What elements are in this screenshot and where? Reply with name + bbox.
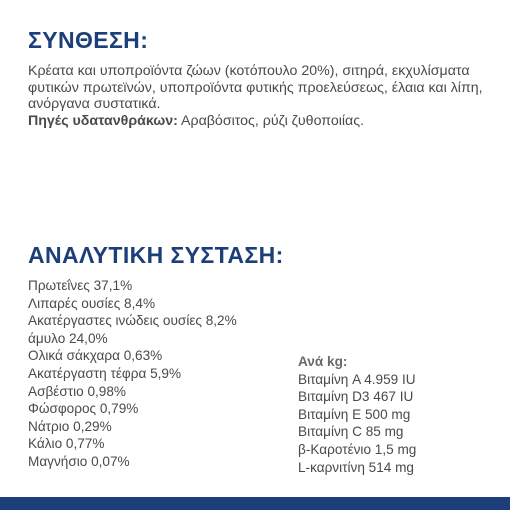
ingredients-text: Κρέατα και υποπροϊόντα ζώων (κοτόπουλο 20%), σιτηρά, εκχυλίσματα φυτικών πρωτεϊνών, υποπροϊόντα φυτικής προελεύσεως, έλαια και λίπη, ανόργανα συστατικά.: [28, 63, 483, 113]
nutrient-item: Πρωτεΐνες 37,1%: [28, 278, 133, 293]
nutrient-item: Ακατέργαστες ινώδεις ουσίες 8,2%: [28, 313, 237, 329]
nutrient-item: Νάτριο 0,29%: [28, 418, 112, 434]
bottom-brand-band: [0, 497, 510, 510]
composition-text: [28, 63, 498, 129]
vitamin-item: Βιταμίνη D3 467 IU: [298, 389, 414, 405]
vitamin-item: L-καρνιτίνη 514 mg: [298, 459, 414, 475]
nutrient-item: Ολικά σάκχαρα 0,63%: [28, 348, 163, 364]
nutrient-item: Κάλιο 0,77%: [28, 436, 105, 452]
nutrient-item: Φώσφορος 0,79%: [28, 401, 139, 417]
carbs-label: Πηγές υδατανθράκων:: [28, 112, 178, 129]
carbs-value: Αραβόσιτος, ρύζι ζυθοποιίας.: [177, 112, 365, 129]
nutrient-item: Λιπαρές ουσίες 8,4%: [28, 295, 156, 311]
nutrient-item: Ασβέστιο 0,98%: [28, 383, 126, 399]
analytical-heading: ΑΝΑΛΥΤΙΚΗ ΣΥΣΤΑΣΗ:: [28, 242, 284, 268]
vitamin-item: Βιταμίνη A 4.959 IU: [298, 371, 416, 387]
vitamin-item: Βιταμίνη E 500 mg: [298, 406, 411, 422]
nutrient-item: άμυλο 24,0%: [28, 330, 108, 346]
composition-heading: ΣΥΝΘΕΣΗ:: [28, 27, 149, 53]
vitamin-item: β-Καροτένιο 1,5 mg: [298, 441, 417, 457]
nutrient-item: Ακατέργαστη τέφρα 5,9%: [28, 365, 182, 381]
nutrient-list: [28, 277, 237, 471]
nutrient-item: Μαγνήσιο 0,07%: [28, 453, 130, 469]
vitamin-block: [298, 353, 416, 476]
vitamin-list: [298, 371, 416, 477]
vitamin-item: Βιταμίνη C 85 mg: [298, 424, 404, 440]
per-kg-label: Ανά kg:: [298, 354, 348, 369]
